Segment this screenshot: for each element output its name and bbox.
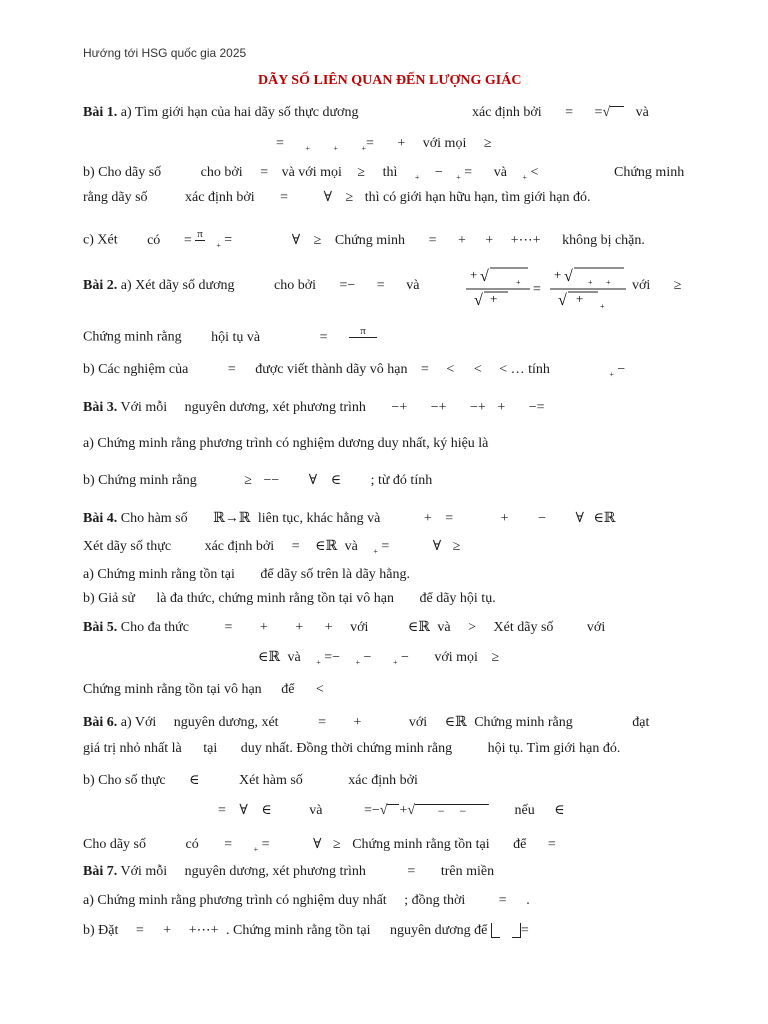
floor-bracket-left xyxy=(491,923,500,938)
svg-text:√: √ xyxy=(558,292,567,309)
sqrt-symbol: √ xyxy=(602,105,611,120)
problem-5-label: Bài 5. xyxy=(83,620,118,635)
problem-4-line-2: Xét dãy số thực xác định bởi = ∈ℝ và $_+$ = ∀ ≥ xyxy=(83,539,461,556)
problem-7-part-b: b) Đặt = + +⋯+ . Chứng minh rằng tồn tại nguyên dương để = xyxy=(83,923,529,938)
svg-text:√: √ xyxy=(480,268,489,285)
problem-6-line-1: Bài 6. a) Với nguyên dương, xét = + với ∈ℝ Chứng minh rằng đạt xyxy=(83,715,650,730)
problem-6-line-3: b) Cho số thực ∈ Xét hàm số xác định bởi xyxy=(83,773,418,788)
problem-7-label: Bài 7. xyxy=(83,864,118,879)
problem-2-line-2: Chứng minh rằng hội tụ và = π xyxy=(83,325,377,350)
problem-2-fraction-formula xyxy=(462,263,632,311)
problem-6-line-4: Cho dãy số có = $_+$ = ∀ ≥ Chứng minh rằng tồn tại để = xyxy=(83,837,556,854)
problem-1-line-2: = $_+$ $_+$ $_+$= + với mọi ≥ xyxy=(276,136,492,153)
problem-1-line-3b: Chứng minh xyxy=(614,165,685,180)
problem-1-line-1b: xác định bởi = =√ và xyxy=(472,105,649,120)
problem-4-part-b: b) Giả sử là đa thức, chứng minh rằng tồn tại vô hạn để dãy hội tụ. xyxy=(83,591,496,606)
problem-2-line-3: b) Các nghiệm của = được viết thành dãy vô hạn = < < < … tính $_+$ − xyxy=(83,362,626,379)
svg-text:+: + xyxy=(490,291,498,306)
problem-2-line-1b: với ≥ xyxy=(632,278,682,293)
floor-bracket-right xyxy=(512,923,521,938)
problem-4-line-1: Bài 4. Cho hàm số ℝ→ℝ liên tục, khác hằng và + = + − ∀ ∈ℝ xyxy=(83,511,616,526)
problem-2-line-1: Bài 2. a) Xét dãy số dương cho bởi =− = và xyxy=(83,278,420,293)
problem-6-label: Bài 6. xyxy=(83,715,118,730)
problem-4-label: Bài 4. xyxy=(83,511,118,526)
problem-6-formula: = ∀ ∈ và =−√ +√ − − nếu ∈ xyxy=(218,803,565,819)
sqrt-symbol: √ xyxy=(379,803,388,818)
svg-text:=: = xyxy=(533,282,541,297)
document-title: DÃY SỐ LIÊN QUAN ĐẾN LƯỢNG GIÁC xyxy=(258,73,522,88)
svg-text:+: + xyxy=(588,278,593,287)
problem-7-part-a: a) Chứng minh rằng phương trình có nghiệm duy nhất ; đồng thời = . xyxy=(83,893,530,908)
problem-2-label: Bài 2. xyxy=(83,278,118,293)
svg-text:+: + xyxy=(606,278,611,287)
problem-1-line-4: rằng dãy số xác định bởi = ∀ ≥ thì có giới hạn hữu hạn, tìm giới hạn đó. xyxy=(83,190,591,205)
problem-3-label: Bài 3. xyxy=(83,400,118,415)
page-header: Hướng tới HSG quốc gia 2025 xyxy=(83,46,247,60)
problem-3-part-a: a) Chứng minh rằng phương trình có nghiệm dương duy nhất, ký hiệu là xyxy=(83,436,489,451)
problem-5-line-2: ∈ℝ và $_+$ =− $_+$ − $_+$ − với mọi ≥ xyxy=(258,650,500,667)
problem-1-line-5: c) Xét có = π $_+$ = ∀ ≥ Chứng minh = + + +⋯+ không bị chặn. xyxy=(83,228,645,250)
svg-text:+: + xyxy=(576,291,584,306)
svg-text:√: √ xyxy=(564,268,573,285)
svg-text:√: √ xyxy=(474,292,483,309)
svg-text:+: + xyxy=(516,278,521,287)
problem-3-part-b: b) Chứng minh rằng ≥ −− ∀ ∈ ; từ đó tính xyxy=(83,473,433,488)
svg-text:+: + xyxy=(554,267,562,282)
svg-text:+: + xyxy=(600,302,605,311)
sqrt-symbol: √ xyxy=(407,803,416,818)
svg-text:+: + xyxy=(470,267,478,282)
problem-5-line-1: Bài 5. Cho đa thức = + + + với ∈ℝ và > Xét dãy số với xyxy=(83,620,606,635)
problem-1-line-3: b) Cho dãy số cho bởi = và với mọi ≥ thì $_+$ − $_+$ = và $_+$ < xyxy=(83,165,539,182)
problem-6-line-2: giá trị nhỏ nhất là tại duy nhất. Đồng thời chứng minh rằng hội tụ. Tìm giới hạn đó. xyxy=(83,741,621,756)
problem-4-part-a: a) Chứng minh rằng tồn tại để dãy số trên là dãy hằng. xyxy=(83,567,411,582)
problem-5-line-3: Chứng minh rằng tồn tại vô hạn để < xyxy=(83,682,324,697)
problem-7-line-1: Bài 7. Với mỗi nguyên dương, xét phương trình = trên miền xyxy=(83,864,495,879)
problem-1-label: Bài 1. xyxy=(83,105,118,120)
problem-3-line-1: Bài 3. Với mỗi nguyên dương, xét phương trình −+ −+ −+ + −= xyxy=(83,400,545,415)
problem-1-line-1: Bài 1. a) Tìm giới hạn của hai dãy số thực dương xyxy=(83,105,359,120)
